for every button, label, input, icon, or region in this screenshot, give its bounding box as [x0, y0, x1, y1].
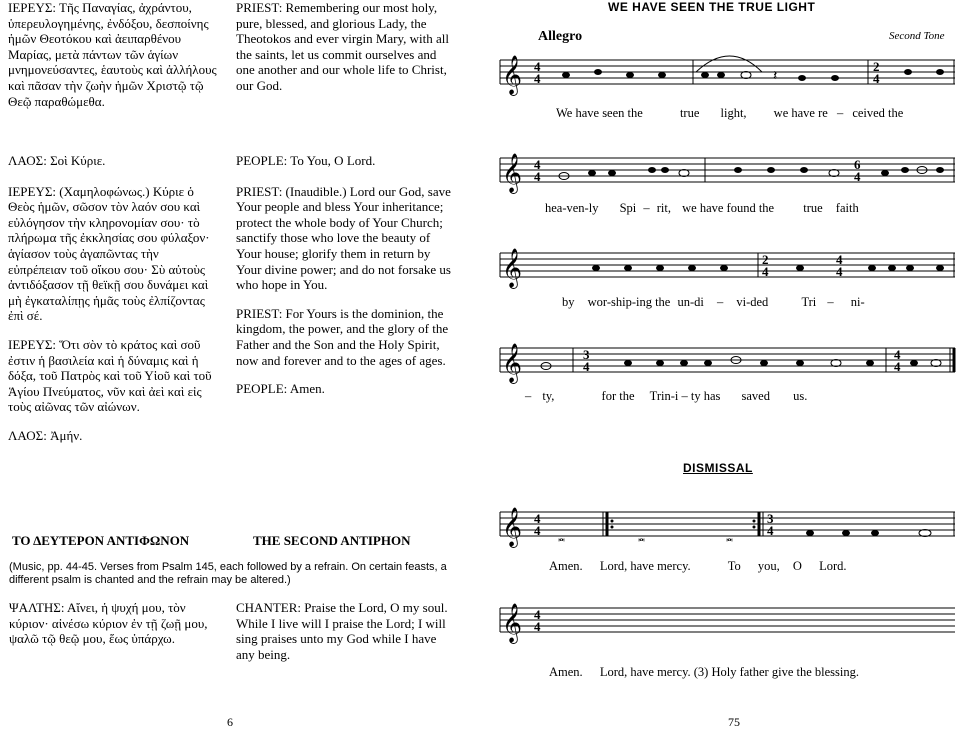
svg-text:3: 3 — [767, 511, 774, 526]
svg-text:4: 4 — [534, 619, 541, 634]
svg-text:4: 4 — [873, 71, 880, 86]
greek-priest-2: ΙΕΡΕΥΣ: (Χαμηλοφώνως.) Κύριε ὁ Θεὸς ἡμῶν, σῶσον τὸν λαόν σου καὶ εὐλόγησον τὴν κληρονομίαν σου· τὸ πλήρωμα τῆς ἐκκλησίας σου φύλαξον· ἁγίασον τοὺς ἀγαπῶντας τὴν εὐπρέπειαν τοῦ οἴκου σου· Σὺ αὐτοὺς ἀντιδόξασον τῇ θεϊκῇ σου δυνάμει καὶ μὴ ἐγκαταλίπῃς ἡμᾶς τοὺς ἐλπίζοντας ἐπὶ σέ. — [8, 183, 210, 324]
english-chanter: CHANTER: Praise the Lord, O my soul. While I live will I praise the Lord; I will sing praises unto my God while I have any being. — [236, 600, 448, 662]
svg-text:4: 4 — [854, 169, 861, 184]
tone-label: Second Tone — [889, 30, 945, 42]
greek-priest-3: ΙΕΡΕΥΣ: Ὅτι σὸν τὸ κράτος καὶ σοῦ ἐστιν ἡ βασιλεία καὶ ἡ δύναμις καὶ ἡ δόξα, τοῦ Πατρὸς καὶ τοῦ Υἱοῦ καὶ τοῦ Ἁγίου Πνεύματος, νῦν καὶ ἀεὶ καὶ εἰς τοὺς αἰῶνας τῶν αἰώνων. — [8, 336, 212, 415]
svg-text:2: 2 — [873, 59, 880, 74]
tempo-marking: Allegro — [538, 29, 583, 44]
music-note: (Music, pp. 44-45. Verses from Psalm 145, each followed by a refrain. On certain feasts, a different psalm is chanted and the refrain may be altered.) — [9, 561, 447, 586]
english-people-2: PEOPLE: Amen. — [236, 381, 325, 397]
svg-text:6: 6 — [854, 157, 861, 172]
greek-chanter: ΨΑΛΤΗΣ: Αἴνει, ἡ ψυχή μου, τὸν κύριον· αἰνέσω κύριον ἐν τῇ ζωῇ μου, ψαλῶ τῷ θεῷ μου, ἕως ὑπάρχω. — [9, 600, 208, 647]
english-people-1: PEOPLE: To You, O Lord. — [236, 153, 376, 168]
svg-text:3: 3 — [583, 347, 590, 362]
music-staff-4 — [500, 340, 955, 385]
english-priest-1: PRIEST: Remembering our most holy, pure, blessed, and glorious Lady, the Theotokos and ever virgin Mary, with all the saints, let us commit ourselves and one another and our whole life to Christ, our God. — [236, 0, 450, 93]
svg-text:4: 4 — [836, 252, 843, 267]
greek-priest-1: ΙΕΡΕΥΣ: Τῆς Παναγίας, ἀχράντου, ὑπερευλογημένης, ἐνδόξου, δεσποίνης ἡμῶν Θεοτόκου καὶ ἀειπαρθένου Μαρίας, μετὰ πάντων τῶν ἁγίων μνημονεύσαντες, ἑαυτοὺς καὶ ἀλλήλους καὶ πᾶσαν τὴν ζωὴν ἡμῶν Χριστῷ τῷ Θεῷ παραθώμεθα. — [8, 0, 217, 109]
svg-text:4: 4 — [534, 511, 541, 526]
dismissal-lyrics-1: Amen. Lord, have mercy. To you, O Lord. — [549, 559, 847, 573]
lyrics-line-1: We have seen the true light, we have re – ceived the — [556, 106, 904, 120]
right-page-number: 75 — [728, 715, 740, 729]
svg-text:𝄞: 𝄞 — [502, 55, 523, 95]
lyrics-line-2: hea-ven-ly Spi – rit, we have found the true faith — [545, 201, 859, 215]
english-column — [236, 0, 452, 397]
svg-text:4: 4 — [762, 264, 769, 279]
svg-text:4: 4 — [583, 359, 590, 374]
svg-text:4: 4 — [836, 264, 843, 279]
svg-text:𝅜: 𝅜 — [558, 530, 565, 544]
svg-text:𝅜: 𝅜 — [638, 530, 645, 544]
svg-text:𝄞: 𝄞 — [502, 507, 523, 547]
hymn-title: WE HAVE SEEN THE TRUE LIGHT — [608, 0, 816, 14]
svg-text:4: 4 — [534, 157, 541, 172]
left-page-number: 6 — [227, 715, 233, 729]
svg-text:𝄞: 𝄞 — [502, 603, 523, 643]
svg-text:4: 4 — [534, 169, 541, 184]
english-priest-3: PRIEST: For Yours is the dominion, the kingdom, the power, and the glory of the Father and the Son and the Holy Spirit, now and forever and to the ages of ages. — [236, 305, 449, 368]
greek-antiphon-heading: ΤΟ ΔΕΥΤΕΡΟΝ ΑΝΤΙΦΩΝΟΝ — [12, 533, 190, 548]
dismissal-staff-1 — [500, 504, 955, 549]
music-staff-3 — [500, 245, 955, 290]
dismissal-lyrics-2: Amen. Lord, have mercy. (3) Holy father give the blessing. — [549, 665, 859, 679]
svg-text:𝄞: 𝄞 — [502, 248, 523, 288]
lyrics-line-3: by wor-ship-ing the un-di – vi-ded Tri – ni- — [562, 295, 865, 309]
greek-people-1: ΛΑΟΣ: Σοὶ Κύριε. — [8, 153, 106, 168]
svg-text:4: 4 — [534, 59, 541, 74]
svg-text:𝄞: 𝄞 — [502, 153, 523, 193]
svg-text:4: 4 — [767, 523, 774, 538]
svg-text:𝄽: 𝄽 — [773, 69, 778, 84]
english-antiphon-heading: THE SECOND ANTIPHON — [253, 533, 411, 548]
svg-text:𝄞: 𝄞 — [502, 343, 523, 383]
svg-text:2: 2 — [762, 252, 769, 267]
svg-text:4: 4 — [534, 607, 541, 622]
music-staff-2 — [500, 150, 955, 195]
svg-text:4: 4 — [894, 359, 901, 374]
svg-text:4: 4 — [534, 71, 541, 86]
svg-text:𝅜: 𝅜 — [726, 530, 733, 544]
greek-people-2: ΛΑΟΣ: Ἀμήν. — [8, 427, 83, 443]
lyrics-line-4: – ty, for the Trin-i – ty has saved us. — [525, 389, 808, 403]
svg-text:4: 4 — [894, 347, 901, 362]
dismissal-title: DISMISSAL — [683, 461, 753, 475]
svg-text:4: 4 — [534, 523, 541, 538]
greek-column — [8, 0, 220, 444]
music-staff-1 — [500, 52, 955, 97]
dismissal-staff-2 — [500, 600, 955, 645]
english-priest-2: PRIEST: (Inaudible.) Lord our God, save Your people and bless Your inheritance; protect the whole body of Your Church; sanctify those who love the beauty of Your house; glorify them in return by Your divine power; and do not forsake us who hope in You. — [236, 183, 451, 293]
